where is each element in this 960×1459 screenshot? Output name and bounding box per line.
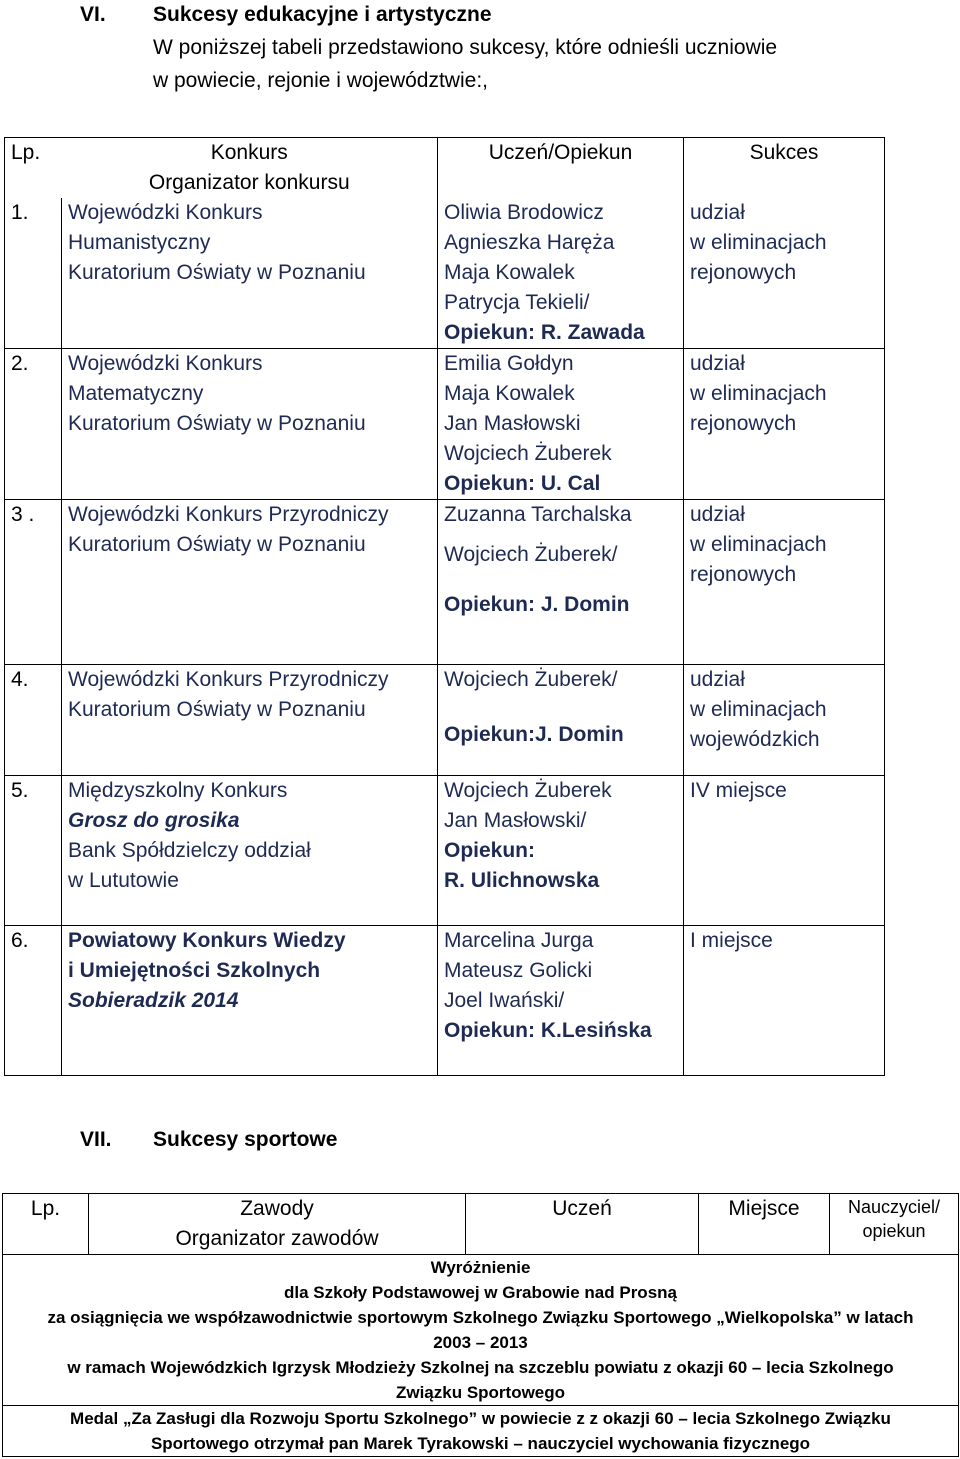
header-uczen: Uczeń [466, 1194, 699, 1255]
medal-note: Medal „Za Zasługi dla Rozwoju Sportu Szkolnego” w powiecie z z okazji 60 – lecia Szkolnego Związku Sportowego otrzymał pan Marek Tyrakowski – nauczyciel wychowania fizycznego [3, 1406, 959, 1457]
table-row [3, 1255, 959, 1406]
header-lp: Lp. [5, 138, 62, 199]
table-row [5, 500, 885, 665]
row-konkurs: Wojewódzki Konkurs Przyrodniczy Kuratorium Oświaty w Poznaniu [62, 500, 438, 665]
competitions-table [4, 137, 885, 1076]
table-row [5, 665, 885, 776]
row-konkurs: Wojewódzki Konkurs Przyrodniczy Kuratorium Oświaty w Poznaniu [62, 665, 438, 776]
table-header-row [5, 138, 885, 199]
table-header-row [3, 1194, 959, 1255]
row-lp: 1. [5, 198, 62, 349]
row-sukces: udział w eliminacjach rejonowych [684, 500, 885, 665]
header-uczen: Uczeń/Opiekun [438, 138, 684, 199]
section-number: VII. [80, 1128, 112, 1151]
table-row [5, 349, 885, 500]
row-lp: 3 . [5, 500, 62, 665]
row-lp: 5. [5, 776, 62, 926]
award-note: Wyróżnienie dla Szkoły Podstawowej w Grabowie nad Prosną za osiągnięcia we współzawodnictwie sportowym Szkolnego Związku Sportowego „Wielkopolska” w latach 2003 – 2013 w ramach Wojewódzkich Igrzysk Młodzieży Szkolnej na szczeblu powiatu z okazji 60 – lecia Szkolnego Związku Sportowego [3, 1255, 959, 1406]
section-number: VI. [80, 3, 106, 26]
row-konkurs: Wojewódzki Konkurs Humanistyczny Kuratorium Oświaty w Poznaniu [62, 198, 438, 349]
row-uczniowie: Wojciech Żuberek/ Opiekun:J. Domin [438, 665, 684, 776]
section-intro-line: w powiecie, rejonie i województwie:, [153, 69, 488, 92]
row-lp: 6. [5, 926, 62, 1076]
section-title: Sukcesy edukacyjne i artystyczne [153, 3, 492, 26]
header-miejsce: Miejsce [699, 1194, 830, 1255]
table-row [3, 1406, 959, 1457]
row-uczniowie: Wojciech Żuberek Jan Masłowski/ Opiekun: R. Ulichnowska [438, 776, 684, 926]
header-lp: Lp. [3, 1194, 89, 1255]
table-row [5, 198, 885, 349]
row-uczniowie: Marcelina Jurga Mateusz Golicki Joel Iwański/ Opiekun: K.Lesińska [438, 926, 684, 1076]
row-sukces: I miejsce [684, 926, 885, 1076]
sports-table [2, 1193, 959, 1457]
section-intro-line: W poniższej tabeli przedstawiono sukcesy, które odnieśli uczniowie [153, 36, 778, 59]
row-lp: 4. [5, 665, 62, 776]
section-6-heading [80, 0, 940, 100]
row-uczniowie: Emilia Gołdyn Maja Kowalek Jan Masłowski Wojciech Żuberek Opiekun: U. Cal [438, 349, 684, 500]
row-konkurs: Powiatowy Konkurs Wiedzy i Umiejętności Szkolnych Sobieradzik 2014 [62, 926, 438, 1076]
row-lp: 2. [5, 349, 62, 500]
header-zawody: Zawody Organizator zawodów [89, 1194, 466, 1255]
header-nauczyciel: Nauczyciel/ opiekun [830, 1194, 959, 1255]
header-sukces: Sukces [684, 138, 885, 199]
row-konkurs: Międzyszkolny Konkurs Grosz do grosika Bank Spółdzielczy oddział w Lututowie [62, 776, 438, 926]
row-sukces: udział w eliminacjach rejonowych [684, 349, 885, 500]
row-sukces: IV miejsce [684, 776, 885, 926]
row-uczniowie: Zuzanna Tarchalska Wojciech Żuberek/ Opiekun: J. Domin [438, 500, 684, 665]
table-row [5, 926, 885, 1076]
table-row [5, 776, 885, 926]
row-konkurs: Wojewódzki Konkurs Matematyczny Kuratorium Oświaty w Poznaniu [62, 349, 438, 500]
row-sukces: udział w eliminacjach wojewódzkich [684, 665, 885, 776]
row-sukces: udział w eliminacjach rejonowych [684, 198, 885, 349]
section-title: Sukcesy sportowe [153, 1128, 338, 1151]
header-konkurs: Konkurs Organizator konkursu [62, 138, 438, 199]
row-uczniowie: Oliwia Brodowicz Agnieszka Haręża Maja Kowalek Patrycja Tekieli/ Opiekun: R. Zawada [438, 198, 684, 349]
section-7-heading [80, 1125, 680, 1155]
